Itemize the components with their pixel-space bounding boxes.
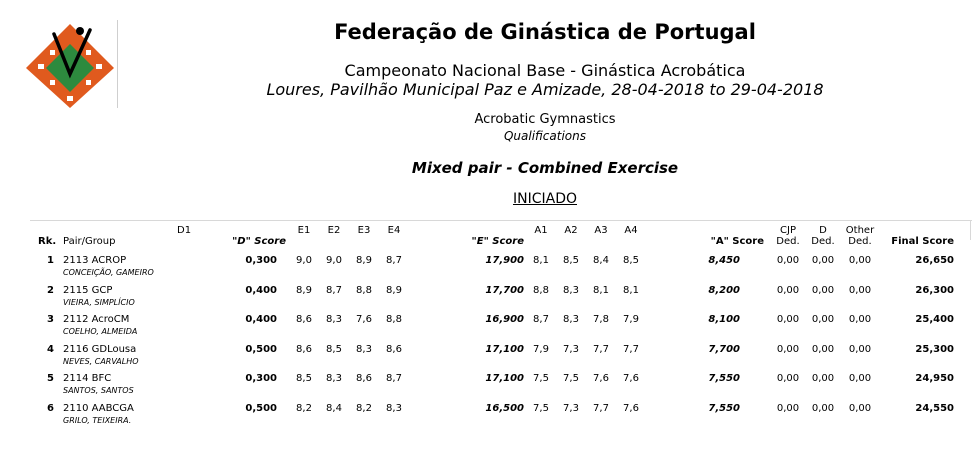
a1-cell: 8,7 [533, 314, 549, 325]
col-e-score: "E" Score [471, 236, 524, 247]
gymnasts-cell: VIEIRA, SIMPLÍCIO [63, 297, 135, 307]
gymnasts-cell: CONCEIÇÃO, GAMEIRO [63, 268, 154, 277]
a1-cell: 8,8 [533, 284, 549, 296]
e-score-cell: 16,500 [485, 402, 524, 414]
cjp-ded-cell: 0,00 [776, 255, 800, 266]
rank-cell: 3 [47, 314, 54, 325]
e1-cell: 8,9 [296, 284, 312, 296]
col-a2: A2 [564, 225, 578, 236]
d-ded-cell: 0,00 [811, 343, 835, 355]
col-cjp-ded-line2: Ded. [776, 236, 800, 247]
rank-cell: 6 [47, 402, 54, 414]
competition-title: Campeonato Nacional Base - Ginástica Acrobática [344, 61, 746, 80]
cjp-ded-cell: 0,00 [776, 314, 800, 325]
cjp-ded-cell: 0,00 [776, 373, 800, 384]
a1-cell: 8,1 [533, 255, 549, 266]
e2-cell: 8,5 [326, 343, 342, 355]
e-score-cell: 16,900 [485, 314, 524, 325]
e1-cell: 8,6 [296, 343, 312, 355]
phase-label: Qualifications [503, 129, 586, 143]
federation-title: Federação de Ginástica de Portugal [334, 20, 756, 44]
col-d-ded-line2: Ded. [811, 236, 835, 247]
table-top-border [30, 220, 972, 221]
col-rank: Rk. [38, 236, 57, 247]
venue-and-dates: Loures, Pavilhão Municipal Paz e Amizade, 28-04-2018 to 29-04-2018 [266, 80, 824, 99]
rank-cell: 1 [47, 255, 54, 266]
other-ded-cell: 0,00 [848, 373, 872, 384]
e4-cell: 8,7 [386, 373, 402, 384]
d-score-cell: 0,400 [245, 314, 277, 325]
a3-cell: 7,6 [593, 373, 609, 384]
a4-cell: 7,7 [623, 343, 639, 355]
team-cell: 2112 AcroCM [63, 314, 130, 325]
a2-cell: 8,3 [563, 284, 579, 296]
e1-cell: 8,5 [296, 373, 312, 384]
a3-cell: 8,1 [593, 284, 609, 296]
e4-cell: 8,7 [386, 255, 402, 266]
d-score-cell: 0,500 [245, 343, 277, 355]
other-ded-cell: 0,00 [848, 255, 872, 266]
a3-cell: 7,8 [593, 314, 609, 325]
final-score-cell: 26,650 [915, 255, 954, 266]
a2-cell: 7,5 [563, 373, 579, 384]
team-cell: 2110 AABCGA [63, 402, 134, 414]
other-ded-cell: 0,00 [848, 284, 872, 296]
cjp-ded-cell: 0,00 [776, 402, 800, 414]
col-e1: E1 [297, 225, 311, 236]
col-final-score: Final Score [891, 236, 954, 247]
a1-cell: 7,9 [533, 343, 549, 355]
e4-cell: 8,9 [386, 284, 402, 296]
other-ded-cell: 0,00 [848, 402, 872, 414]
gymnasts-cell: SANTOS, SANTOS [63, 386, 134, 395]
rank-cell: 2 [47, 284, 54, 296]
team-cell: 2113 ACROP [63, 255, 127, 266]
a4-cell: 7,6 [623, 373, 639, 384]
e4-cell: 8,8 [386, 314, 402, 325]
col-a1: A1 [534, 225, 548, 236]
col-other-ded-line1: Other [845, 225, 875, 236]
d-ded-cell: 0,00 [811, 255, 835, 266]
e4-cell: 8,6 [386, 343, 402, 355]
col-pair-group: Pair/Group [63, 236, 116, 247]
e-score-cell: 17,100 [485, 373, 524, 384]
final-score-cell: 24,550 [915, 402, 954, 414]
a4-cell: 8,1 [623, 284, 639, 296]
d-ded-cell: 0,00 [811, 284, 835, 296]
a4-cell: 7,9 [623, 314, 639, 325]
d-score-cell: 0,500 [245, 402, 277, 414]
event-title: Mixed pair - Combined Exercise [411, 159, 679, 177]
final-score-cell: 25,400 [915, 314, 954, 325]
rank-cell: 4 [47, 343, 54, 355]
gymnasts-cell: GRILO, TEIXEIRA. [63, 415, 132, 425]
final-score-cell: 26,300 [915, 284, 954, 296]
e1-cell: 8,2 [296, 402, 312, 414]
table-right-border [970, 220, 971, 240]
e3-cell: 8,3 [356, 343, 372, 355]
a2-cell: 7,3 [563, 402, 579, 414]
col-e2: E2 [327, 225, 341, 236]
discipline-label: Acrobatic Gymnastics [474, 112, 616, 127]
col-other-ded-line2: Ded. [848, 236, 872, 247]
a4-cell: 7,6 [623, 402, 639, 414]
e3-cell: 8,2 [356, 402, 372, 414]
team-cell: 2115 GCP [63, 284, 113, 296]
col-a4: A4 [624, 225, 638, 236]
final-score-cell: 25,300 [915, 343, 954, 355]
d-score-cell: 0,300 [245, 255, 277, 266]
e2-cell: 8,3 [326, 314, 342, 325]
e3-cell: 8,9 [356, 255, 372, 266]
e3-cell: 8,6 [356, 373, 372, 384]
e-score-cell: 17,100 [485, 343, 524, 355]
e1-cell: 9,0 [296, 255, 312, 266]
a1-cell: 7,5 [533, 373, 549, 384]
a2-cell: 8,3 [563, 314, 579, 325]
a-score-cell: 8,100 [708, 314, 740, 325]
e-score-cell: 17,900 [485, 255, 524, 266]
d-ded-cell: 0,00 [811, 314, 835, 325]
e3-cell: 8,8 [356, 284, 372, 296]
a3-cell: 7,7 [593, 402, 609, 414]
col-d-score: "D" Score [232, 236, 286, 247]
a2-cell: 7,3 [563, 343, 579, 355]
col-a-score: "A" Score [710, 236, 764, 247]
e4-cell: 8,3 [386, 402, 402, 414]
other-ded-cell: 0,00 [848, 314, 872, 325]
col-e4: E4 [387, 225, 401, 236]
col-d-ded-line1: D [819, 225, 827, 236]
d-ded-cell: 0,00 [811, 402, 835, 414]
e-score-cell: 17,700 [485, 284, 524, 296]
a4-cell: 8,5 [623, 255, 639, 266]
rank-cell: 5 [47, 373, 54, 384]
d-score-cell: 0,300 [245, 373, 277, 384]
a3-cell: 7,7 [593, 343, 609, 355]
gymnasts-cell: NEVES, CARVALHO [63, 356, 139, 366]
a1-cell: 7,5 [533, 402, 549, 414]
e2-cell: 8,3 [326, 373, 342, 384]
e3-cell: 7,6 [356, 314, 372, 325]
a2-cell: 8,5 [563, 255, 579, 266]
col-e3: E3 [357, 225, 371, 236]
col-d1: D1 [177, 225, 192, 236]
team-cell: 2116 GDLousa [63, 343, 137, 355]
a-score-cell: 8,200 [708, 284, 740, 296]
e2-cell: 8,4 [326, 402, 342, 414]
other-ded-cell: 0,00 [848, 343, 872, 355]
gymnasts-cell: COELHO, ALMEIDA [63, 327, 138, 336]
col-a3: A3 [594, 225, 608, 236]
level-label: INICIADO [512, 191, 577, 207]
col-cjp-ded-line1: CJP [780, 225, 796, 236]
a-score-cell: 7,550 [708, 402, 740, 414]
e2-cell: 9,0 [326, 255, 342, 266]
a-score-cell: 7,550 [708, 373, 740, 384]
a3-cell: 8,4 [593, 255, 609, 266]
e2-cell: 8,7 [326, 284, 342, 296]
a-score-cell: 7,700 [708, 343, 740, 355]
cjp-ded-cell: 0,00 [776, 284, 800, 296]
e1-cell: 8,6 [296, 314, 312, 325]
team-cell: 2114 BFC [63, 373, 112, 384]
d-ded-cell: 0,00 [811, 373, 835, 384]
cjp-ded-cell: 0,00 [776, 343, 800, 355]
d-score-cell: 0,400 [245, 284, 277, 296]
final-score-cell: 24,950 [915, 373, 954, 384]
a-score-cell: 8,450 [708, 255, 740, 266]
